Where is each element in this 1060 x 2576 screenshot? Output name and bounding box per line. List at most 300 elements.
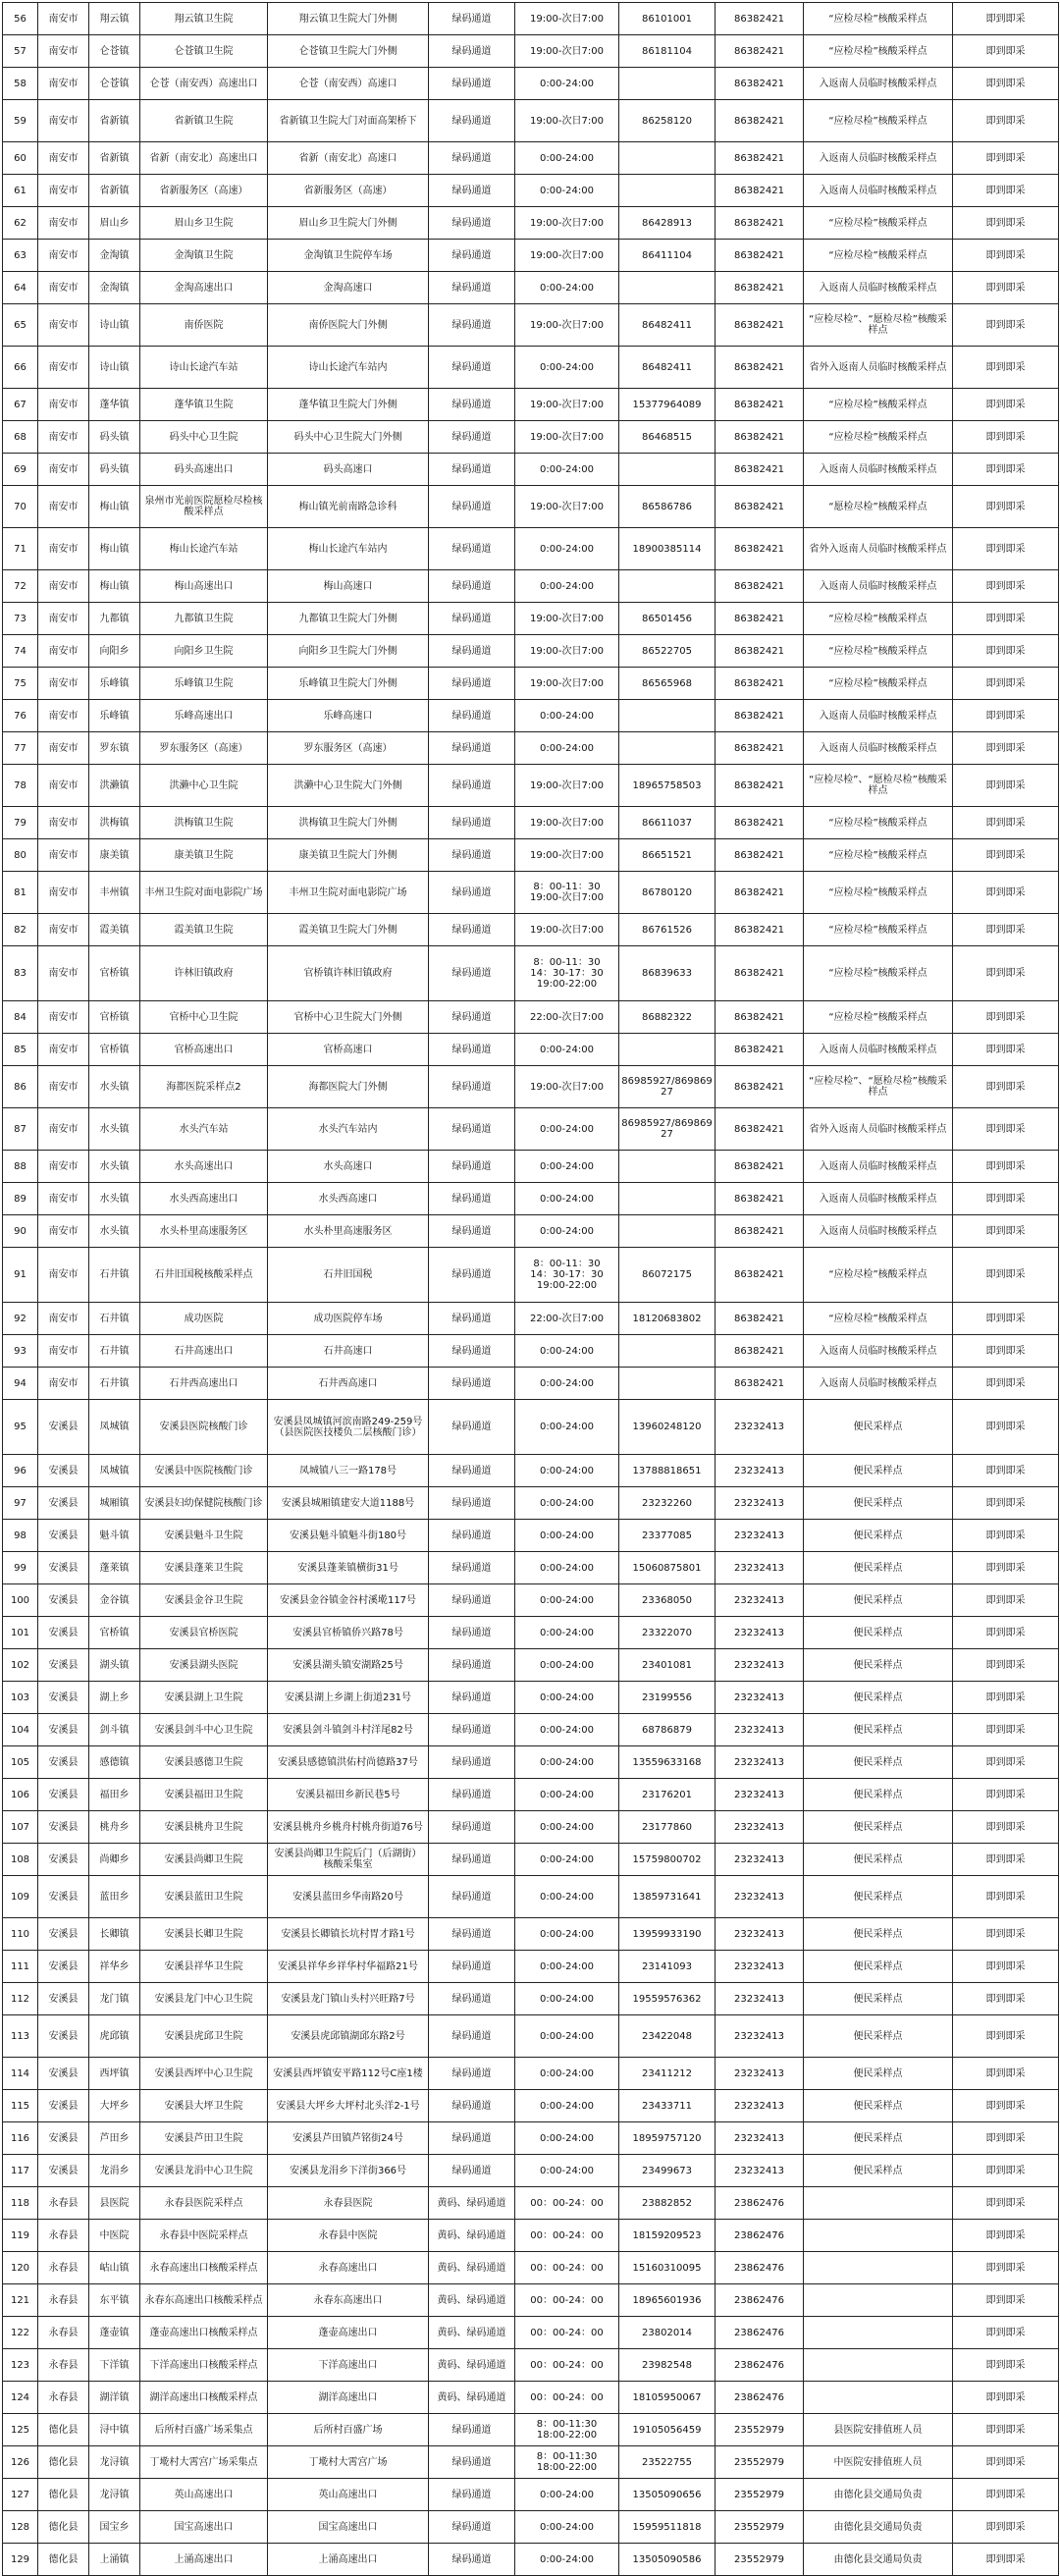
cell-sampling-mode: 即到即采	[953, 304, 1059, 347]
cell-service-hours: 0:00-24:00	[515, 1811, 619, 1844]
cell-site-address: 蓬华镇卫生院大门外侧	[268, 389, 429, 421]
cell-town: 九都镇	[89, 603, 140, 635]
cell-town: 湖头镇	[89, 1649, 140, 1682]
table-row	[3, 2015, 1059, 2058]
cell-site-address: 安溪县龙门镇山头村兴旺路7号	[268, 1983, 429, 2015]
cell-channel: 绿码通道	[429, 1368, 515, 1400]
cell-supervision-phone: 23232413	[716, 1400, 804, 1455]
cell-town: 桃舟乡	[89, 1811, 140, 1844]
cell-site-type: 便民采样点	[804, 1918, 953, 1951]
cell-channel: 绿码通道	[429, 1487, 515, 1520]
cell-town: 省新镇	[89, 175, 140, 207]
cell-supervision-phone: 23232413	[716, 1779, 804, 1811]
cell-site-phone: 18900385114	[619, 528, 716, 570]
cell-site-address: 安溪县感德镇洪佑村尚德路37号	[268, 1746, 429, 1779]
cell-site-address: 官桥高速口	[268, 1034, 429, 1066]
cell-city: 南安市	[38, 1151, 89, 1183]
cell-row-number: 65	[3, 304, 38, 347]
cell-town: 丰州镇	[89, 872, 140, 914]
cell-supervision-phone: 86382421	[716, 1034, 804, 1066]
cell-supervision-phone: 86382421	[716, 454, 804, 486]
cell-service-hours: 0:00-24:00	[515, 1487, 619, 1520]
cell-service-hours: 0:00-24:00	[515, 1779, 619, 1811]
cell-row-number: 100	[3, 1584, 38, 1617]
cell-site-name: 下洋高速出口核酸采样点	[140, 2349, 268, 2382]
cell-site-phone: 86839633	[619, 946, 716, 1001]
cell-site-name: 成功医院	[140, 1303, 268, 1335]
cell-city: 南安市	[38, 304, 89, 347]
cell-town: 福田乡	[89, 1779, 140, 1811]
cell-city: 南安市	[38, 35, 89, 68]
cell-row-number: 59	[3, 100, 38, 142]
cell-site-name: 梅山长途汽车站	[140, 528, 268, 570]
cell-site-address: 翔云镇卫生院大门外侧	[268, 3, 429, 35]
cell-site-name: 安溪县感德卫生院	[140, 1746, 268, 1779]
cell-channel: 绿码通道	[429, 765, 515, 807]
table-row	[3, 1876, 1059, 1918]
cell-service-hours: 0:00-24:00	[515, 1714, 619, 1746]
cell-sampling-mode: 即到即采	[953, 1844, 1059, 1876]
cell-supervision-phone: 86382421	[716, 1151, 804, 1183]
cell-row-number: 93	[3, 1335, 38, 1368]
cell-city: 南安市	[38, 100, 89, 142]
cell-site-type: “应检尽检”核酸采样点	[804, 1303, 953, 1335]
cell-city: 南安市	[38, 1303, 89, 1335]
cell-site-name: 安溪县祥华卫生院	[140, 1951, 268, 1983]
cell-site-phone: 86101001	[619, 3, 716, 35]
table-row	[3, 454, 1059, 486]
cell-row-number: 103	[3, 1682, 38, 1714]
cell-row-number: 61	[3, 175, 38, 207]
cell-site-address: 安溪县尚卿卫生院后门（后湖街）核酸采集室	[268, 1844, 429, 1876]
table-row	[3, 1455, 1059, 1487]
cell-city: 南安市	[38, 668, 89, 700]
table-row	[3, 1303, 1059, 1335]
cell-sampling-mode: 即到即采	[953, 1303, 1059, 1335]
cell-supervision-phone: 86382421	[716, 207, 804, 240]
cell-channel: 绿码通道	[429, 175, 515, 207]
cell-site-phone: 15759800702	[619, 1844, 716, 1876]
cell-site-type: 入返南人员临时核酸采样点	[804, 1335, 953, 1368]
cell-service-hours: 19:00-次日7:00	[515, 240, 619, 272]
cell-city: 南安市	[38, 807, 89, 839]
cell-site-type: 入返南人员临时核酸采样点	[804, 570, 953, 603]
cell-sampling-mode: 即到即采	[953, 2317, 1059, 2349]
cell-site-name: 安溪县西坪中心卫生院	[140, 2058, 268, 2090]
cell-city: 永春县	[38, 2252, 89, 2284]
table-row	[3, 2317, 1059, 2349]
cell-supervision-phone: 86382421	[716, 1001, 804, 1034]
table-row	[3, 100, 1059, 142]
cell-town: 省新镇	[89, 142, 140, 175]
table-row	[3, 914, 1059, 946]
cell-city: 德化县	[38, 2446, 89, 2479]
cell-site-name: 仑苍镇卫生院	[140, 35, 268, 68]
cell-supervision-phone: 23232413	[716, 2058, 804, 2090]
table-row	[3, 528, 1059, 570]
cell-channel: 绿码通道	[429, 1617, 515, 1649]
cell-site-address: 乐峰镇卫生院大门外侧	[268, 668, 429, 700]
cell-site-phone: 18159209523	[619, 2220, 716, 2252]
cell-town: 乐峰镇	[89, 700, 140, 732]
cell-site-name: 国宝高速出口	[140, 2511, 268, 2544]
cell-sampling-mode: 即到即采	[953, 1649, 1059, 1682]
cell-site-type: 便民采样点	[804, 1844, 953, 1876]
cell-town: 水头镇	[89, 1151, 140, 1183]
cell-sampling-mode: 即到即采	[953, 2544, 1059, 2576]
cell-site-phone: 23802014	[619, 2317, 716, 2349]
cell-site-address: 蓬壶高速出口	[268, 2317, 429, 2349]
cell-channel: 绿码通道	[429, 1303, 515, 1335]
cell-service-hours: 0:00-24:00	[515, 175, 619, 207]
cell-row-number: 122	[3, 2317, 38, 2349]
cell-service-hours: 19:00-次日7:00	[515, 421, 619, 454]
cell-site-type: “应检尽检”核酸采样点	[804, 389, 953, 421]
cell-site-type: 由德化县交通局负责	[804, 2544, 953, 2576]
table-row	[3, 2155, 1059, 2187]
cell-city: 南安市	[38, 1335, 89, 1368]
cell-channel: 绿码通道	[429, 486, 515, 528]
cell-supervision-phone: 86382421	[716, 1248, 804, 1303]
cell-town: 省新镇	[89, 100, 140, 142]
cell-row-number: 102	[3, 1649, 38, 1682]
cell-town: 蓝田乡	[89, 1876, 140, 1918]
cell-site-type: 便民采样点	[804, 2015, 953, 2058]
cell-service-hours: 0:00-24:00	[515, 1983, 619, 2015]
cell-row-number: 89	[3, 1183, 38, 1215]
cell-site-type: 由德化县交通局负责	[804, 2511, 953, 2544]
cell-row-number: 119	[3, 2220, 38, 2252]
table-row	[3, 1400, 1059, 1455]
cell-site-address: 安溪县金谷镇金谷村溪墘117号	[268, 1584, 429, 1617]
cell-site-name: 丁墘村大霄宫广场采集点	[140, 2446, 268, 2479]
cell-site-address: 金淘镇卫生院停车场	[268, 240, 429, 272]
cell-site-type: 便民采样点	[804, 2058, 953, 2090]
cell-supervision-phone: 23232413	[716, 1746, 804, 1779]
cell-town: 大坪乡	[89, 2090, 140, 2122]
cell-service-hours: 0:00-24:00	[515, 1335, 619, 1368]
cell-site-address: 丰州卫生院对面电影院广场	[268, 872, 429, 914]
cell-site-name: 码头高速出口	[140, 454, 268, 486]
cell-city: 永春县	[38, 2284, 89, 2317]
cell-city: 安溪县	[38, 1649, 89, 1682]
cell-site-type: 入返南人员临时核酸采样点	[804, 68, 953, 100]
cell-sampling-mode: 即到即采	[953, 1918, 1059, 1951]
cell-city: 南安市	[38, 1108, 89, 1151]
cell-service-hours: 8：00-11:30 18:00-22:00	[515, 2414, 619, 2446]
cell-sampling-mode: 即到即采	[953, 700, 1059, 732]
cell-site-phone: 18959757120	[619, 2122, 716, 2155]
cell-service-hours: 0:00-24:00	[515, 1584, 619, 1617]
cell-row-number: 64	[3, 272, 38, 304]
cell-site-type: 便民采样点	[804, 1779, 953, 1811]
cell-site-name: 蓬壶高速出口核酸采样点	[140, 2317, 268, 2349]
cell-site-type: 便民采样点	[804, 1455, 953, 1487]
cell-channel: 绿码通道	[429, 1682, 515, 1714]
cell-city: 永春县	[38, 2220, 89, 2252]
cell-sampling-mode: 即到即采	[953, 68, 1059, 100]
cell-channel: 绿码通道	[429, 1066, 515, 1108]
cell-sampling-mode: 即到即采	[953, 175, 1059, 207]
cell-channel: 绿码通道	[429, 272, 515, 304]
cell-site-address: 安溪县芦田镇芦铭街24号	[268, 2122, 429, 2155]
table-row	[3, 304, 1059, 347]
cell-site-address: 英山高速出口	[268, 2479, 429, 2511]
cell-town: 龙涓乡	[89, 2155, 140, 2187]
cell-site-name: 诗山长途汽车站	[140, 347, 268, 389]
cell-site-name: 安溪县长卿卫生院	[140, 1918, 268, 1951]
cell-channel: 绿码通道	[429, 1520, 515, 1552]
cell-row-number: 67	[3, 389, 38, 421]
cell-service-hours: 19:00-次日7:00	[515, 100, 619, 142]
cell-supervision-phone: 23862476	[716, 2220, 804, 2252]
cell-city: 南安市	[38, 3, 89, 35]
cell-service-hours: 00：00-24：00	[515, 2349, 619, 2382]
cell-site-phone	[619, 700, 716, 732]
cell-site-name: 洪梅镇卫生院	[140, 807, 268, 839]
cell-channel: 绿码通道	[429, 240, 515, 272]
cell-supervision-phone: 86382421	[716, 1368, 804, 1400]
cell-site-type: 便民采样点	[804, 1682, 953, 1714]
cell-city: 安溪县	[38, 1487, 89, 1520]
cell-town: 梅山镇	[89, 486, 140, 528]
cell-supervision-phone: 86382421	[716, 68, 804, 100]
cell-site-type	[804, 2252, 953, 2284]
cell-row-number: 62	[3, 207, 38, 240]
cell-row-number: 79	[3, 807, 38, 839]
cell-town: 湖上乡	[89, 1682, 140, 1714]
cell-city: 安溪县	[38, 1983, 89, 2015]
cell-site-address: 海都医院大门外侧	[268, 1066, 429, 1108]
cell-site-type: “应检尽检”核酸采样点	[804, 3, 953, 35]
cell-sampling-mode: 即到即采	[953, 2479, 1059, 2511]
cell-service-hours: 0:00-24:00	[515, 1108, 619, 1151]
cell-row-number: 101	[3, 1617, 38, 1649]
cell-town: 诗山镇	[89, 347, 140, 389]
cell-channel: 绿码通道	[429, 1001, 515, 1034]
cell-row-number: 68	[3, 421, 38, 454]
cell-row-number: 127	[3, 2479, 38, 2511]
cell-town: 洪梅镇	[89, 807, 140, 839]
cell-channel: 绿码通道	[429, 946, 515, 1001]
cell-site-phone: 86522705	[619, 635, 716, 668]
cell-town: 石井镇	[89, 1335, 140, 1368]
table-row	[3, 946, 1059, 1001]
cell-row-number: 85	[3, 1034, 38, 1066]
cell-service-hours: 0:00-24:00	[515, 1400, 619, 1455]
cell-sampling-mode: 即到即采	[953, 2155, 1059, 2187]
table-row	[3, 1215, 1059, 1248]
cell-site-name: 安溪县剑斗中心卫生院	[140, 1714, 268, 1746]
cell-service-hours: 19:00-次日7:00	[515, 807, 619, 839]
cell-city: 安溪县	[38, 1779, 89, 1811]
cell-row-number: 63	[3, 240, 38, 272]
table-row	[3, 1001, 1059, 1034]
cell-channel: 绿码通道	[429, 142, 515, 175]
cell-row-number: 112	[3, 1983, 38, 2015]
cell-city: 安溪县	[38, 1552, 89, 1584]
cell-supervision-phone: 23232413	[716, 1487, 804, 1520]
cell-town: 龙浔镇	[89, 2446, 140, 2479]
cell-town: 码头镇	[89, 421, 140, 454]
cell-site-address: 码头中心卫生院大门外侧	[268, 421, 429, 454]
cell-site-phone: 23422048	[619, 2015, 716, 2058]
cell-town: 魁斗镇	[89, 1520, 140, 1552]
cell-service-hours: 19:00-次日7:00	[515, 765, 619, 807]
cell-town: 水头镇	[89, 1183, 140, 1215]
cell-site-address: 九都镇卫生院大门外侧	[268, 603, 429, 635]
cell-site-type	[804, 2284, 953, 2317]
cell-supervision-phone: 86382421	[716, 1183, 804, 1215]
cell-site-phone: 23232260	[619, 1487, 716, 1520]
cell-channel: 绿码通道	[429, 1400, 515, 1455]
cell-site-type: 入返南人员临时核酸采样点	[804, 454, 953, 486]
cell-channel: 绿码通道	[429, 1552, 515, 1584]
cell-row-number: 90	[3, 1215, 38, 1248]
cell-site-address: 康美镇卫生院大门外侧	[268, 839, 429, 872]
cell-sampling-mode: 即到即采	[953, 1368, 1059, 1400]
cell-site-type: 入返南人员临时核酸采样点	[804, 1034, 953, 1066]
cell-service-hours: 0:00-24:00	[515, 2090, 619, 2122]
cell-service-hours: 0:00-24:00	[515, 1552, 619, 1584]
cell-site-address: 石井旧国税	[268, 1248, 429, 1303]
cell-site-name: 翔云镇卫生院	[140, 3, 268, 35]
cell-service-hours: 0:00-24:00	[515, 347, 619, 389]
table-row	[3, 1034, 1059, 1066]
cell-site-address: 诗山长途汽车站内	[268, 347, 429, 389]
cell-site-name: 永春县医院采样点	[140, 2187, 268, 2220]
cell-city: 南安市	[38, 142, 89, 175]
cell-service-hours: 0:00-24:00	[515, 1918, 619, 1951]
cell-sampling-mode: 即到即采	[953, 570, 1059, 603]
table-row	[3, 1682, 1059, 1714]
cell-service-hours: 0:00-24:00	[515, 1844, 619, 1876]
cell-site-phone	[619, 1183, 716, 1215]
cell-row-number: 88	[3, 1151, 38, 1183]
cell-channel: 绿码通道	[429, 2122, 515, 2155]
cell-town: 眉山乡	[89, 207, 140, 240]
cell-town: 虎邱镇	[89, 2015, 140, 2058]
cell-service-hours: 8：00-11:30 18:00-22:00	[515, 2446, 619, 2479]
cell-row-number: 94	[3, 1368, 38, 1400]
cell-site-phone: 23882852	[619, 2187, 716, 2220]
cell-sampling-mode: 即到即采	[953, 1520, 1059, 1552]
cell-row-number: 92	[3, 1303, 38, 1335]
cell-service-hours: 0:00-24:00	[515, 1876, 619, 1918]
cell-site-address: 霞美镇卫生院大门外侧	[268, 914, 429, 946]
cell-row-number: 66	[3, 347, 38, 389]
cell-service-hours: 0:00-24:00	[515, 2015, 619, 2058]
cell-city: 德化县	[38, 2511, 89, 2544]
cell-channel: 绿码通道	[429, 2155, 515, 2187]
cell-sampling-mode: 即到即采	[953, 1108, 1059, 1151]
cell-site-type: “应检尽检”核酸采样点	[804, 807, 953, 839]
cell-site-name: 安溪县芦田卫生院	[140, 2122, 268, 2155]
cell-service-hours: 00：00-24：00	[515, 2220, 619, 2252]
cell-site-name: 安溪县虎邱卫生院	[140, 2015, 268, 2058]
cell-service-hours: 00：00-24：00	[515, 2252, 619, 2284]
cell-city: 南安市	[38, 570, 89, 603]
cell-site-address: 安溪县祥华乡祥华村华福路21号	[268, 1951, 429, 1983]
cell-city: 安溪县	[38, 1714, 89, 1746]
cell-site-name: 霞美镇卫生院	[140, 914, 268, 946]
table-row	[3, 2252, 1059, 2284]
table-row	[3, 142, 1059, 175]
cell-site-address: 石井高速口	[268, 1335, 429, 1368]
table-row	[3, 1951, 1059, 1983]
cell-town: 中医院	[89, 2220, 140, 2252]
cell-channel: 绿码通道	[429, 2446, 515, 2479]
cell-site-type: “应检尽检”核酸采样点	[804, 240, 953, 272]
cell-site-name: 安溪县金谷卫生院	[140, 1584, 268, 1617]
cell-supervision-phone: 86382421	[716, 1335, 804, 1368]
cell-town: 官桥镇	[89, 946, 140, 1001]
cell-site-phone: 15160310095	[619, 2252, 716, 2284]
cell-service-hours: 0:00-24:00	[515, 1520, 619, 1552]
cell-sampling-mode: 即到即采	[953, 1682, 1059, 1714]
cell-site-type: “应检尽检”核酸采样点	[804, 207, 953, 240]
cell-supervision-phone: 23232413	[716, 1876, 804, 1918]
cell-site-name: 英山高速出口	[140, 2479, 268, 2511]
cell-site-phone: 19559576362	[619, 1983, 716, 2015]
cell-service-hours: 0:00-24:00	[515, 1617, 619, 1649]
cell-site-phone	[619, 570, 716, 603]
cell-city: 安溪县	[38, 2155, 89, 2187]
cell-site-phone: 13960248120	[619, 1400, 716, 1455]
table-row	[3, 2414, 1059, 2446]
cell-supervision-phone: 23862476	[716, 2382, 804, 2414]
cell-service-hours: 0:00-24:00	[515, 2122, 619, 2155]
cell-sampling-mode: 即到即采	[953, 486, 1059, 528]
cell-sampling-mode: 即到即采	[953, 2187, 1059, 2220]
table-row	[3, 570, 1059, 603]
cell-supervision-phone: 23552979	[716, 2544, 804, 2576]
cell-sampling-mode: 即到即采	[953, 1714, 1059, 1746]
cell-row-number: 80	[3, 839, 38, 872]
cell-site-phone: 13959933190	[619, 1918, 716, 1951]
cell-sampling-mode: 即到即采	[953, 1034, 1059, 1066]
table-row	[3, 603, 1059, 635]
cell-site-address: 向阳乡卫生院大门外侧	[268, 635, 429, 668]
cell-town: 长卿镇	[89, 1918, 140, 1951]
cell-town: 凤城镇	[89, 1400, 140, 1455]
cell-site-name: 罗东服务区（高速）	[140, 732, 268, 765]
cell-sampling-mode: 即到即采	[953, 389, 1059, 421]
cell-town: 向阳乡	[89, 635, 140, 668]
cell-service-hours: 0:00-24:00	[515, 1215, 619, 1248]
cell-row-number: 117	[3, 2155, 38, 2187]
cell-site-phone: 15377964089	[619, 389, 716, 421]
cell-site-phone: 15060875801	[619, 1552, 716, 1584]
cell-supervision-phone: 23862476	[716, 2187, 804, 2220]
cell-sampling-mode: 即到即采	[953, 100, 1059, 142]
cell-channel: 绿码通道	[429, 668, 515, 700]
cell-site-phone: 13788818651	[619, 1455, 716, 1487]
cell-town: 金谷镇	[89, 1584, 140, 1617]
cell-row-number: 81	[3, 872, 38, 914]
cell-site-phone: 23377085	[619, 1520, 716, 1552]
cell-site-address: 上涌高速出口	[268, 2544, 429, 2576]
cell-city: 安溪县	[38, 1876, 89, 1918]
cell-city: 南安市	[38, 486, 89, 528]
cell-city: 南安市	[38, 603, 89, 635]
cell-channel: 绿码通道	[429, 2479, 515, 2511]
cell-channel: 绿码通道	[429, 528, 515, 570]
cell-site-address: 水头高速口	[268, 1151, 429, 1183]
cell-town: 梅山镇	[89, 528, 140, 570]
cell-town: 县医院	[89, 2187, 140, 2220]
cell-site-phone: 86651521	[619, 839, 716, 872]
